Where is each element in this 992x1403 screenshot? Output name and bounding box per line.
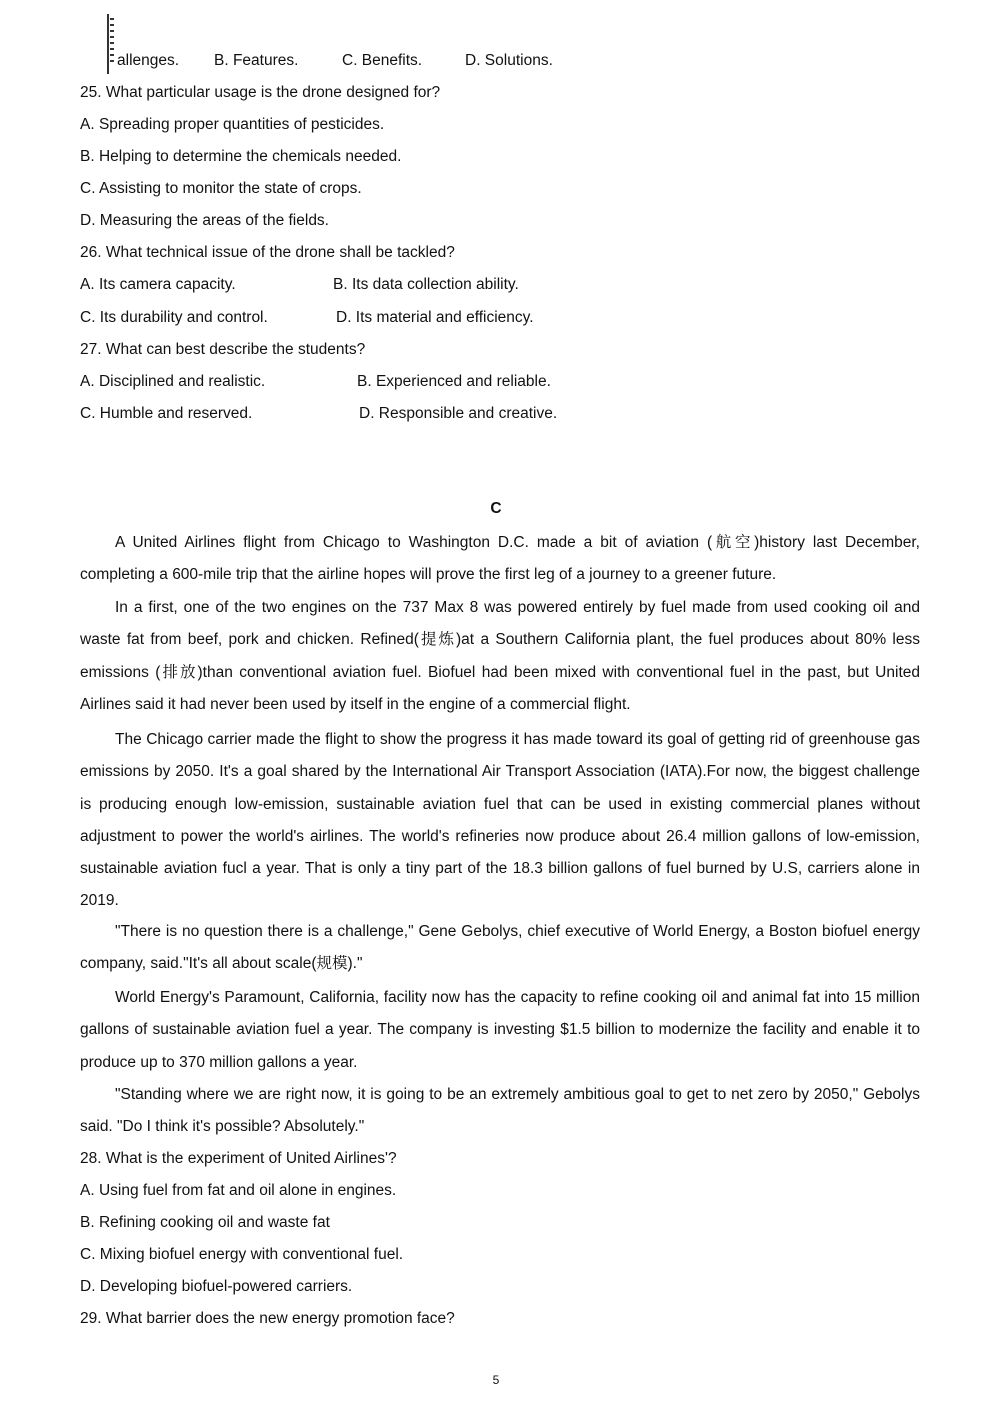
q25-option-b: B. Helping to determine the chemicals needed.	[80, 148, 402, 165]
q26-question: 26. What technical issue of the drone shall be tackled?	[80, 244, 455, 261]
q27-option-d: D. Responsible and creative.	[359, 405, 558, 422]
q25-option-c: C. Assisting to monitor the state of crops.	[80, 180, 362, 197]
prev-option-b: B. Features.	[214, 52, 299, 69]
binding-mark	[107, 14, 114, 74]
q25-option-d: D. Measuring the areas of the fields.	[80, 212, 329, 229]
q25-option-a: A. Spreading proper quantities of pesticides.	[80, 116, 385, 133]
q27-question: 27. What can best describe the students?	[80, 341, 366, 358]
q28-question: 28. What is the experiment of United Airlines'?	[80, 1150, 397, 1167]
prev-option-d: D. Solutions.	[465, 52, 553, 69]
q28-option-a: A. Using fuel from fat and oil alone in engines.	[80, 1182, 397, 1199]
q27-option-c: C. Humble and reserved.	[80, 405, 253, 422]
q28-option-b: B. Refining cooking oil and waste fat	[80, 1214, 330, 1231]
prev-option-c: C. Benefits.	[342, 52, 423, 69]
q27-option-b: B. Experienced and reliable.	[357, 373, 551, 390]
passage-paragraph-3: The Chicago carrier made the flight to show the progress it has made toward its goal of getting rid of greenhouse gas emissions by 2050. It's a goal shared by the International Air Transport Association (IATA).For now, the biggest challenge is producing enough low-emission, sustainable aviation fuel that can be used in existing commercial planes without adjustment to power the world's airlines. The world's refineries now produce about 26.4 million gallons of low-emission, sustainable aviation fucl a year. That is only a tiny part of the 18.3 billion gallons of fuel burned by U.S, carriers alone in 2019.	[80, 731, 920, 910]
passage-paragraph-5: World Energy's Paramount, California, facility now has the capacity to refine cooking oil and animal fat into 15 million gallons of sustainable aviation fuel a year. The company is investing $1.5 billion to modernize the facility and enable it to produce up to 370 million gallons a year.	[80, 989, 920, 1071]
section-heading: C	[490, 500, 502, 517]
q25-question: 25. What particular usage is the drone designed for?	[80, 84, 441, 101]
q29-question: 29. What barrier does the new energy promotion face?	[80, 1310, 455, 1327]
q26-option-d: D. Its material and efficiency.	[336, 309, 534, 326]
passage-paragraph-1: A United Airlines flight from Chicago to Washington D.C. made a bit of aviation (航空)history last December, completing a 600-mile trip that the airline hopes will prove the first leg of a journey to a greener future.	[80, 534, 920, 584]
q26-option-a: A. Its camera capacity.	[80, 276, 236, 293]
q26-option-c: C. Its durability and control.	[80, 309, 268, 326]
prev-option-a: allenges.	[117, 52, 180, 69]
passage-paragraph-4: "There is no question there is a challenge," Gene Gebolys, chief executive of World Energy, a Boston biofuel energy company, said."It's all about scale(规模)."	[80, 923, 920, 973]
page-number: 5	[492, 1373, 500, 1387]
passage-paragraph-2: In a first, one of the two engines on the 737 Max 8 was powered entirely by fuel made from used cooking oil and waste fat from beef, pork and chicken. Refined(提炼)at a Southern California plant, the fuel produces about 80% less emissions (排放)than conventional aviation fuel. Biofuel had been mixed with conventional fuel in the past, but United Airlines said it had never been used by itself in the engine of a commercial flight.	[80, 599, 920, 713]
passage-paragraph-6: "Standing where we are right now, it is going to be an extremely ambitious goal to get to net zero by 2050," Gebolys said. "Do I think it's possible? Absolutely."	[80, 1086, 920, 1136]
q27-option-a: A. Disciplined and realistic.	[80, 373, 266, 390]
q28-option-c: C. Mixing biofuel energy with conventional fuel.	[80, 1246, 404, 1263]
q26-option-b: B. Its data collection ability.	[333, 276, 519, 293]
q28-option-d: D. Developing biofuel-powered carriers.	[80, 1278, 353, 1295]
